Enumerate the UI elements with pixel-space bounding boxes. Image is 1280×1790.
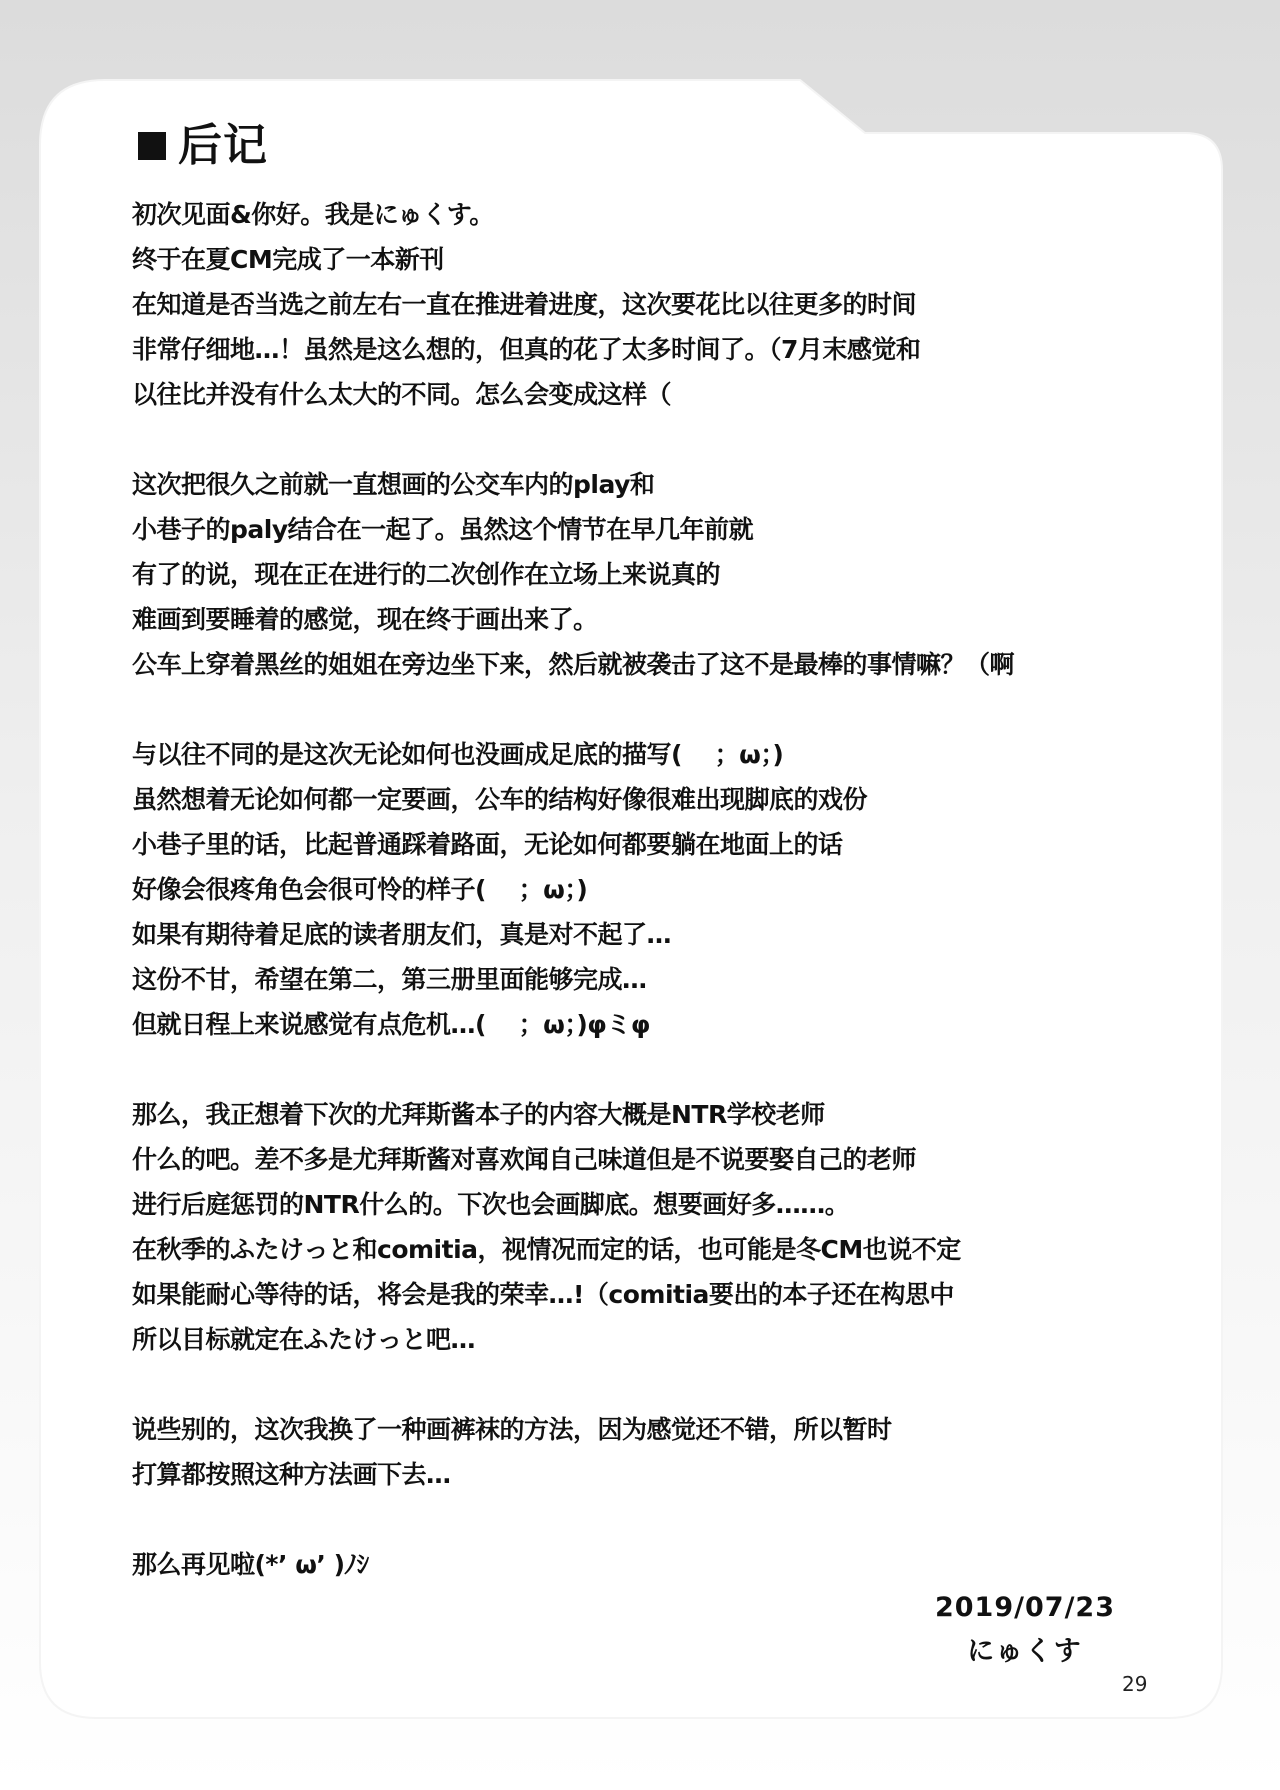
text-line: 公车上穿着黑丝的姐姐在旁边坐下来，然后就被袭击了这不是最棒的事情嘛？（啊 — [132, 650, 1015, 679]
text-line: 什么的吧。差不多是尤拜斯酱对喜欢闻自己味道但是不说要娶自己的老师 — [132, 1145, 917, 1174]
text-line: 进行后庭惩罚的NTR什么的。下次也会画脚底。想要画好多……。 — [132, 1190, 850, 1219]
text-line: 好像会很疼角色会很可怜的样子( ；ω；) — [132, 875, 588, 904]
text-line: 初次见面&你好。我是にゅくす。 — [132, 200, 494, 229]
text-line: 如果有期待着足底的读者朋友们，真是对不起了… — [132, 920, 672, 949]
text-line: 但就日程上来说感觉有点危机…( ；ω；)φミφ — [132, 1010, 650, 1039]
text-line: 在秋季的ふたけっと和comitia，视情况而定的话，也可能是冬CM也说不定 — [132, 1235, 961, 1264]
text-line: 非常仔细地…！虽然是这么想的，但真的花了太多时间了。（7月末感觉和 — [132, 335, 921, 364]
paragraph-2 — [132, 462, 1132, 687]
text-line: 有了的说，现在正在进行的二次创作在立场上来说真的 — [132, 560, 721, 589]
text-line: 终于在夏CM完成了一本新刊 — [132, 245, 444, 274]
text-line: 小巷子的paly结合在一起了。虽然这个情节在早几年前就 — [132, 515, 754, 544]
text-line: 与以往不同的是这次无论如何也没画成足底的描写( ；ω；) — [132, 740, 784, 769]
title-row — [132, 110, 1132, 182]
page-number: 29 — [1122, 1672, 1148, 1696]
paragraph-5 — [132, 1407, 1132, 1497]
signature-block — [935, 1586, 1115, 1674]
text-line: 那么再见啦(*’ ω’ )ﾉｼ — [132, 1550, 369, 1579]
text-line: 说些别的，这次我换了一种画裤袜的方法，因为感觉还不错，所以暂时 — [132, 1415, 892, 1444]
paragraph-6 — [132, 1542, 1132, 1587]
text-line: 以往比并没有什么太大的不同。怎么会变成这样（ — [132, 380, 672, 409]
text-line: 如果能耐心等待的话，将会是我的荣幸…!（comitia要出的本子还在构思中 — [132, 1280, 954, 1309]
afterword-content — [132, 110, 1132, 1632]
paragraph-1 — [132, 192, 1132, 417]
title-square-icon — [138, 132, 166, 160]
text-line: 虽然想着无论如何都一定要画，公车的结构好像很难出现脚底的戏份 — [132, 785, 868, 814]
paragraph-4 — [132, 1092, 1132, 1362]
page-title: 后记 — [178, 120, 268, 171]
text-line: 在知道是否当选之前左右一直在推进着进度，这次要花比以往更多的时间 — [132, 290, 917, 319]
paragraph-3 — [132, 732, 1132, 1047]
signature-date: 2019/07/23 — [934, 1592, 1115, 1623]
text-line: 那么，我正想着下次的尤拜斯酱本子的内容大概是NTR学校老师 — [132, 1100, 825, 1129]
text-line: 这份不甘，希望在第二，第三册里面能够完成… — [132, 965, 647, 994]
text-line: 小巷子里的话，比起普通踩着路面，无论如何都要躺在地面上的话 — [132, 830, 843, 859]
text-line: 打算都按照这种方法画下去… — [132, 1460, 451, 1489]
signature-name: にゅくす — [967, 1636, 1083, 1667]
text-line: 这次把很久之前就一直想画的公交车内的play和 — [132, 470, 655, 499]
text-line: 所以目标就定在ふたけっと吧… — [132, 1325, 476, 1354]
text-line: 难画到要睡着的感觉，现在终于画出来了。 — [132, 605, 598, 634]
